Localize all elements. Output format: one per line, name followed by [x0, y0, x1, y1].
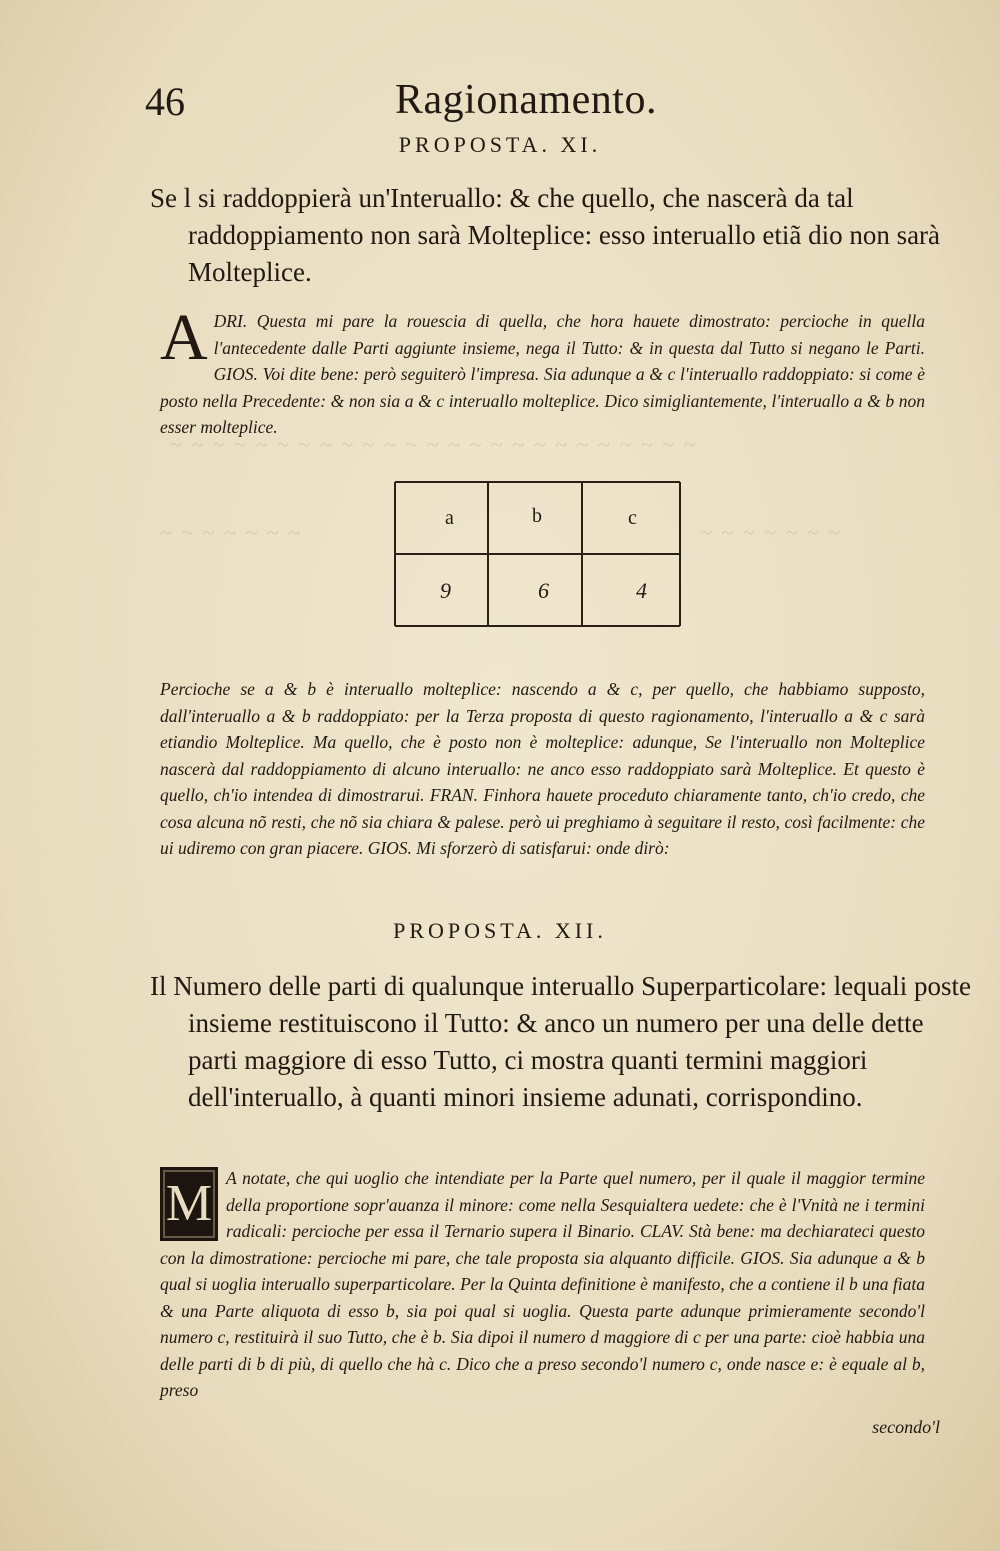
- diagram-letter-b: b: [532, 505, 542, 527]
- bleed-through-text: ~ ~ ~ ~ ~ ~ ~: [160, 520, 303, 545]
- catchword: secondo'l: [872, 1417, 940, 1437]
- diagram-number-4: 4: [636, 578, 647, 603]
- proposition-11-heading: PROPOSTA. XI.: [398, 132, 602, 157]
- proposition-11-proof: Percioche se a & b è interuallo molteplice: nascendo a & c, per quello, che habbiamo supposto, dall'interuallo a & b raddoppiato: per la Terza proposta di questo ragionamento, l'interuallo a & c sarà etiandio Molteplice. Ma quello, che è posto non è molteplice: adunque, Se l'interuallo non Molteplice nascerà dal raddoppiamento di alcuno interuallo: ne anco esso raddoppiato sarà Molteplice. Et questo è quello, ch'io intendea di dimostrarui. FRAN. Finhora hauete proceduto chiaramente tanto, ch'io credo, che cosa alcuna nõ resti, che nõ sia chiara & palese. però ui preghiamo à seguitare il resto, così facilmente: che ui udiremo con gran piacere. GIOS. Mi sforzerò di satisfarui: onde dirò:: [160, 679, 925, 858]
- running-title: Ragionamento.: [395, 77, 657, 123]
- dialogue-paragraph: DRI. Questa mi pare la rouescia di quella, che hora hauete dimostrato: percioche in quella l'antecedente dalle Parti aggiunte insieme, nega il Tutto: & in questa dal Tutto si negano le Parti. GIOS. Voi dite bene: però seguiterò l'impresa. Sia adunque a & c l'interuallo raddoppiato: si come è posto nella Precedente: & non sia a & c interuallo molteplice. Dico simigliantemente, l'interuallo a & b non esser molteplice.: [160, 311, 925, 437]
- proposition-11-statement: Se l si raddoppierà un'Interuallo: & che quello, che nascerà da tal raddoppiamento non sarà Molteplice: esso interuallo etiã dio non sarà Molteplice.: [150, 183, 941, 287]
- diagram-number-6: 6: [538, 578, 549, 603]
- proposition-12-statement: Il Numero delle parti di qualunque interuallo Superparticolare: lequali poste insieme restituiscono il Tutto: & anco un numero per una delle dette parti maggiore di esso Tutto, ci mostra quanti termini maggiori dell'interuallo, à quanti minori insieme adunati, corrispondino.: [150, 971, 971, 1112]
- diagram-number-9: 9: [440, 578, 451, 603]
- page-header: [145, 70, 925, 130]
- proposition-12-dialogue: [160, 1165, 925, 1404]
- diagram-letter-c: c: [628, 507, 637, 529]
- proposition-12-heading: PROPOSTA. XII.: [393, 918, 607, 943]
- drop-cap-a: A: [160, 301, 208, 374]
- dialogue-paragraph: A notate, che qui uoglio che intendiate per la Parte quel numero, per il quale il maggior termine della proportione sopr'auanza il minore: come nella Sesquialtera uedete: che è l'Vnità ne i termini radicali: percioche per essa il Ternario supera il Binario. CLAV. Stà bene: ma dechiarateci questo con la dimostratione: percioche mi pare, che tale proposta sia alquanto difficile. GIOS. Sia adunque a & b qual si uoglia interuallo superparticolare. Per la Quinta definitione è manifesto, che a contiene il b una fiata & una Parte aliquota di esso b, sia poi qual si uoglia. Questa parte adunque primieramente secondo'l numero c, restituirà il suo Tutto, che è b. Sia dipoi il numero d maggiore di c per una parte: cioè habbia una delle parti di b di più, di quello che hà c. Dico che a preso secondo'l numero c, onde nasce e: è equale al b, preso: [160, 1168, 925, 1400]
- bleed-through-text: ~ ~ ~ ~ ~ ~ ~: [700, 520, 843, 545]
- ornamental-initial-m: M: [160, 1167, 218, 1241]
- page-number: 46: [145, 79, 185, 124]
- bleed-through-text: ~ ~ ~ ~ ~ ~ ~ ~ ~ ~ ~ ~ ~ ~ ~ ~ ~ ~ ~ ~ ~ ~ ~ ~ ~: [170, 432, 698, 457]
- interval-diagram: [390, 480, 690, 630]
- diagram-letter-a: a: [445, 507, 454, 529]
- proposition-11-dialogue: [160, 301, 925, 441]
